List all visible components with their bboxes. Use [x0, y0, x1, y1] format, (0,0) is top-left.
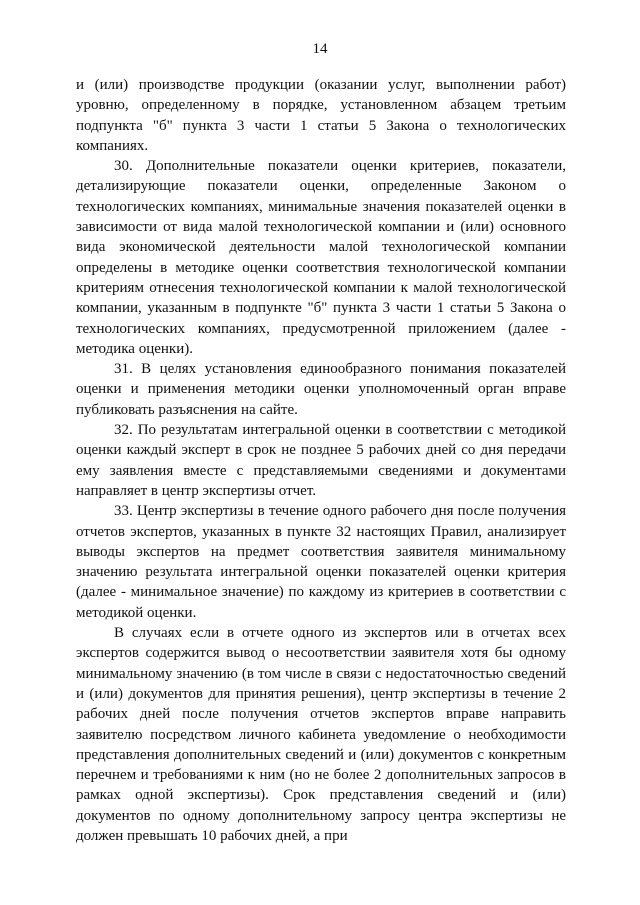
paragraph-33: 33. Центр экспертизы в течение одного рабочего дня после получения отчетов экспертов, указанных в пункте 32 настоящих Правил, анализирует выводы экспертов на предмет соответствия заявителя минимальному значению результата интегральной оценки показателей оценки критерия (далее - минимальное значение) по каждому из критериев в соответствии с методикой оценки.: [76, 503, 566, 621]
page-number: 14: [312, 41, 328, 57]
document-body: [76, 75, 566, 846]
paragraph-continuation: и (или) производстве продукции (оказании услуг, выполнении работ) уровню, определенному в порядке, установленном абзацем третьим подпункта "б" пункта 3 части 1 статьи 5 Закона о технологических компаниях.: [76, 77, 566, 154]
paragraph-33-cases: В случаях если в отчете одного из экспертов или в отчетах всех экспертов содержится вывод о несоответствии заявителя хотя бы одному минимальному значению (в том числе в связи с недостаточностью сведений и (или) документов для принятия решения), центр экспертизы в течение 2 рабочих дней после получения отчетов экспертов вправе направить заявителю посредством личного кабинета уведомление о необходимости представления дополнительных сведений и (или) документов с конкретным перечнем и требованиями к ним (но не более 2 дополнительных запросов в рамках одной экспертизы). Срок представления сведений и (или) документов по одному дополнительному запросу центра экспертизы не должен превышать 10 рабочих дней, а при: [76, 625, 566, 844]
paragraph-31: 31. В целях установления единообразного понимания показателей оценки и применения методики оценки уполномоченный орган вправе публиковать разъяснения на сайте.: [76, 361, 566, 418]
paragraph-30: 30. Дополнительные показатели оценки критериев, показатели, детализирующие показатели оценки, определенные Законом о технологических компаниях, минимальные значения показателей оценки в зависимости от вида малой технологической компании и (или) основного вида экономической деятельности малой технологической компании определены в методике оценки соответствия технологической компании критериям отнесения технологической компании к малой технологической компании, указанным в подпункте "б" пункта 3 части 1 статьи 5 Закона о технологических компаниях, предусмотренной приложением (далее - методика оценки).: [76, 158, 566, 357]
paragraph-32: 32. По результатам интегральной оценки в соответствии с методикой оценки каждый эксперт в срок не позднее 5 рабочих дней со дня передачи ему заявления вместе с представляемыми сведениями и документами направляет в центр экспертизы отчет.: [76, 422, 566, 499]
